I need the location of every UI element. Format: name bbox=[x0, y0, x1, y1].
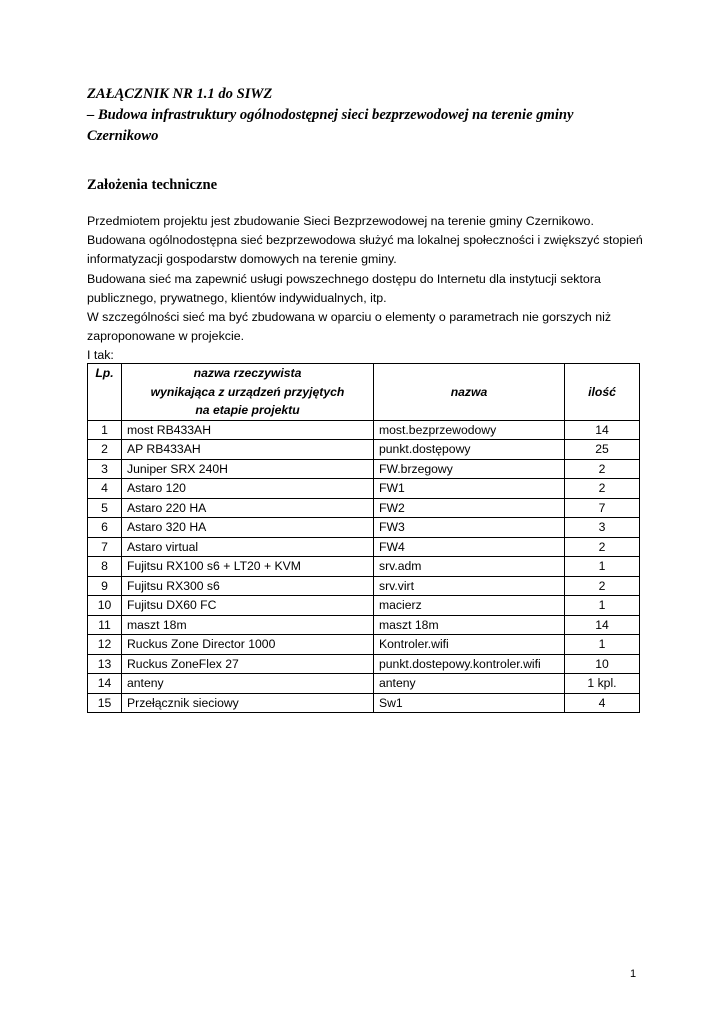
intro-line: informatyzacji gospodarstw domowych na terenie gminy. bbox=[87, 252, 397, 267]
cell-qty: 2 bbox=[565, 479, 640, 499]
intro-line: W szczególności sieć ma być zbudowana w oparciu o elementy o parametrach nie gorszych niż bbox=[87, 310, 612, 325]
cell-name: FW.brzegowy bbox=[374, 459, 565, 479]
heading-line-municipality: Czernikowo bbox=[87, 128, 159, 144]
cell-qty: 1 bbox=[565, 557, 640, 577]
header-real-name bbox=[122, 364, 374, 421]
cell-lp: 11 bbox=[88, 615, 122, 635]
cell-real-name: Fujitsu RX300 s6 bbox=[122, 576, 374, 596]
cell-lp: 14 bbox=[88, 674, 122, 694]
intro-line: Przedmiotem projektu jest zbudowanie Sieci Bezprzewodowej na terenie gminy Czernikowo. bbox=[87, 214, 594, 228]
table-row bbox=[88, 498, 640, 518]
table-row bbox=[88, 479, 640, 499]
cell-lp: 5 bbox=[88, 498, 122, 518]
cell-lp: 3 bbox=[88, 459, 122, 479]
heading-line-subject: – Budowa infrastruktury ogólnodostępnej sieci bezprzewodowej na terenie gminy bbox=[87, 107, 574, 123]
cell-qty: 1 bbox=[565, 635, 640, 655]
header-real-name-line: nazwa rzeczywista bbox=[193, 366, 302, 380]
cell-name: FW1 bbox=[374, 479, 565, 499]
table-row bbox=[88, 557, 640, 577]
table-row bbox=[88, 576, 640, 596]
cell-qty: 10 bbox=[565, 654, 640, 674]
cell-qty: 25 bbox=[565, 440, 640, 460]
cell-lp: 7 bbox=[88, 537, 122, 557]
header-real-name-line: wynikająca z urządzeń przyjętych bbox=[150, 384, 345, 399]
cell-real-name: Fujitsu DX60 FC bbox=[122, 596, 374, 616]
table-row bbox=[88, 615, 640, 635]
cell-lp: 13 bbox=[88, 654, 122, 674]
header-qty: ilość bbox=[565, 364, 640, 421]
cell-lp: 12 bbox=[88, 635, 122, 655]
cell-qty: 14 bbox=[565, 615, 640, 635]
cell-lp: 4 bbox=[88, 479, 122, 499]
cell-real-name: Astaro virtual bbox=[122, 537, 374, 557]
cell-name: most.bezprzewodowy bbox=[374, 420, 565, 440]
cell-qty: 2 bbox=[565, 459, 640, 479]
header-real-name-line: na etapie projektu bbox=[195, 403, 300, 417]
equipment-table bbox=[87, 363, 640, 713]
cell-real-name: Przełącznik sieciowy bbox=[122, 693, 374, 713]
intro-line: zaproponowane w projekcie. bbox=[87, 329, 245, 344]
cell-lp: 6 bbox=[88, 518, 122, 538]
table-row bbox=[88, 674, 640, 694]
intro-paragraph bbox=[87, 212, 657, 366]
table-row bbox=[88, 693, 640, 713]
intro-line: Budowana ogólnodostępna sieć bezprzewodowa służyć ma lokalnej społeczności i zwiększyć stopień bbox=[87, 233, 643, 248]
cell-real-name: Fujitsu RX100 s6 + LT20 + KVM bbox=[122, 557, 374, 577]
cell-lp: 1 bbox=[88, 420, 122, 440]
cell-real-name: Juniper SRX 240H bbox=[122, 459, 374, 479]
cell-name: FW4 bbox=[374, 537, 565, 557]
cell-name: maszt 18m bbox=[374, 615, 565, 635]
table-row bbox=[88, 518, 640, 538]
intro-line: I tak: bbox=[87, 348, 114, 363]
table-row bbox=[88, 537, 640, 557]
cell-lp: 8 bbox=[88, 557, 122, 577]
table-row bbox=[88, 459, 640, 479]
page-number: 1 bbox=[630, 968, 637, 980]
table-row bbox=[88, 440, 640, 460]
cell-qty: 4 bbox=[565, 693, 640, 713]
cell-real-name: anteny bbox=[122, 674, 374, 694]
cell-name: Sw1 bbox=[374, 693, 565, 713]
cell-lp: 15 bbox=[88, 693, 122, 713]
cell-qty: 7 bbox=[565, 498, 640, 518]
cell-real-name: Astaro 220 HA bbox=[122, 498, 374, 518]
table-body bbox=[88, 420, 640, 713]
cell-real-name: Ruckus Zone Director 1000 bbox=[122, 635, 374, 655]
table-header-row bbox=[88, 364, 640, 421]
cell-name: punkt.dostępowy bbox=[374, 440, 565, 460]
cell-real-name: Astaro 320 HA bbox=[122, 518, 374, 538]
cell-real-name: Astaro 120 bbox=[122, 479, 374, 499]
cell-name: Kontroler.wifi bbox=[374, 635, 565, 655]
intro-line: Budowana sieć ma zapewnić usługi powszechnego dostępu do Internetu dla instytucji sektora bbox=[87, 271, 601, 286]
cell-real-name: most RB433AH bbox=[122, 420, 374, 440]
intro-line: publicznego, prywatnego, klientów indywidualnych, itp. bbox=[87, 290, 387, 305]
cell-lp: 10 bbox=[88, 596, 122, 616]
cell-name: punkt.dostepowy.kontroler.wifi bbox=[374, 654, 565, 674]
cell-qty: 1 kpl. bbox=[565, 674, 640, 694]
cell-qty: 3 bbox=[565, 518, 640, 538]
cell-real-name: Ruckus ZoneFlex 27 bbox=[122, 654, 374, 674]
header-name: nazwa bbox=[374, 364, 565, 421]
document-heading bbox=[87, 84, 647, 147]
cell-name: macierz bbox=[374, 596, 565, 616]
cell-qty: 2 bbox=[565, 537, 640, 557]
cell-qty: 2 bbox=[565, 576, 640, 596]
cell-real-name: AP RB433AH bbox=[122, 440, 374, 460]
cell-qty: 1 bbox=[565, 596, 640, 616]
cell-name: srv.virt bbox=[374, 576, 565, 596]
cell-name: FW3 bbox=[374, 518, 565, 538]
table-row bbox=[88, 420, 640, 440]
section-title: Założenia techniczne bbox=[87, 177, 218, 193]
cell-qty: 14 bbox=[565, 420, 640, 440]
cell-name: srv.adm bbox=[374, 557, 565, 577]
cell-lp: 2 bbox=[88, 440, 122, 460]
cell-name: anteny bbox=[374, 674, 565, 694]
cell-name: FW2 bbox=[374, 498, 565, 518]
table-row bbox=[88, 596, 640, 616]
cell-lp: 9 bbox=[88, 576, 122, 596]
table-row bbox=[88, 654, 640, 674]
cell-real-name: maszt 18m bbox=[122, 615, 374, 635]
header-lp: Lp. bbox=[88, 364, 122, 421]
table-row bbox=[88, 635, 640, 655]
heading-line-attachment: ZAŁĄCZNIK NR 1.1 do SIWZ bbox=[87, 86, 273, 102]
